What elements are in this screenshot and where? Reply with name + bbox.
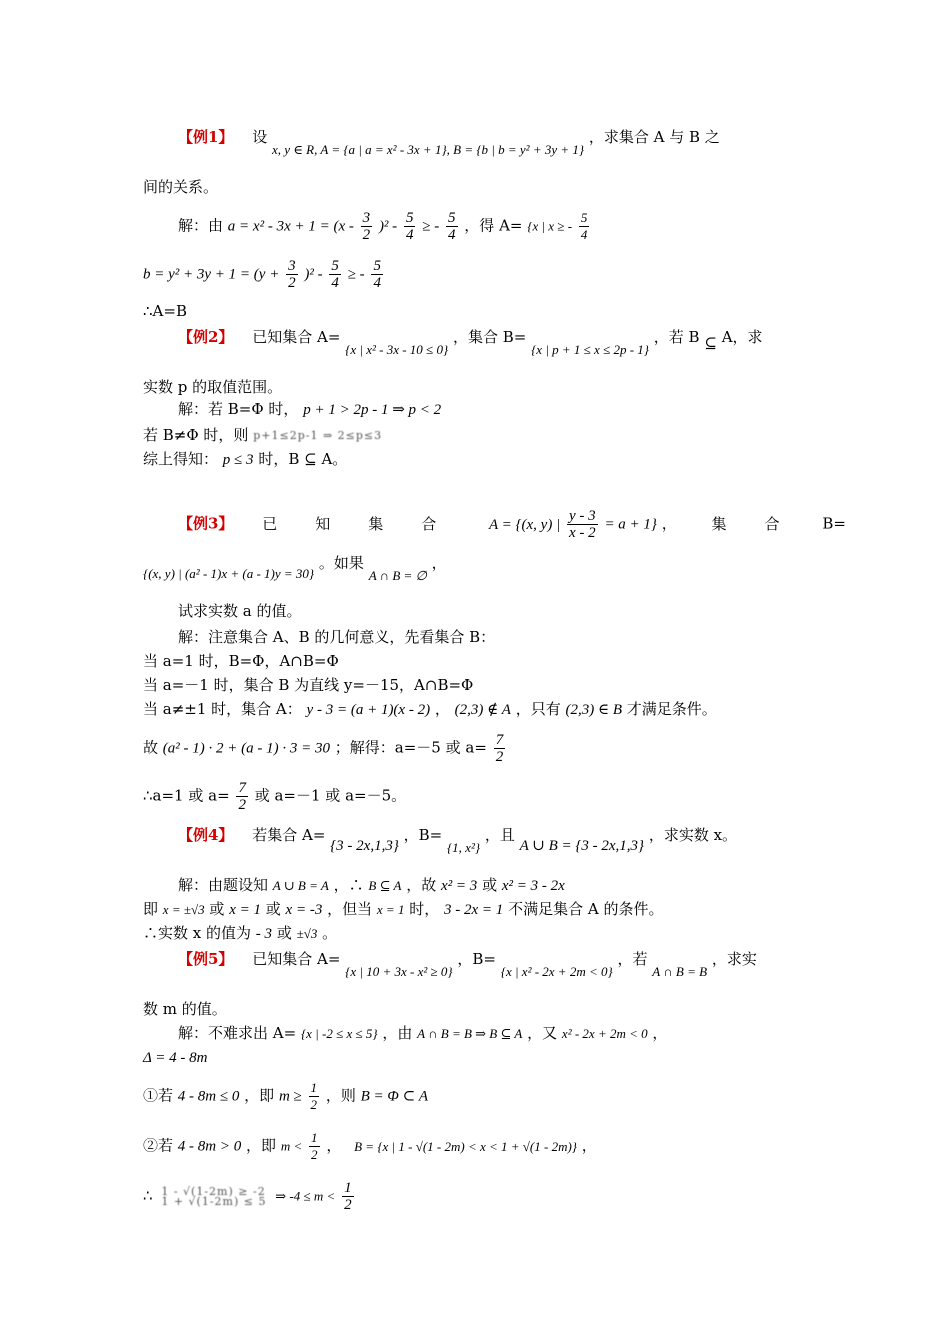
ex3-sol1: 解：注意集合 A、B 的几何意义，先看集合 B： bbox=[178, 628, 496, 646]
text: ，B= bbox=[457, 950, 496, 968]
ex4-tag: 【例4】 bbox=[178, 826, 234, 844]
formula: A ∩ B = ∅ bbox=[368, 568, 427, 583]
formula: m ≥ bbox=[278, 1088, 302, 1105]
ex1-text: 设 bbox=[252, 128, 268, 146]
text: ， bbox=[581, 1136, 597, 1155]
text: ，若 B bbox=[653, 328, 700, 346]
text: ，∴ bbox=[333, 876, 364, 894]
formula: ⇒ -4 ≤ m < bbox=[275, 1188, 336, 1204]
ex5-sol5 bbox=[143, 1180, 356, 1213]
text: ，若 bbox=[617, 950, 648, 968]
formula: A ∩ B = B ⇒ B ⊆ A bbox=[417, 1026, 523, 1041]
ex2-tag: 【例2】 bbox=[178, 328, 234, 346]
formula: (2,3) ∉ A bbox=[454, 702, 511, 718]
formula: {x | x² - 3x - 10 ≤ 0} bbox=[345, 342, 449, 357]
formula: x² - 2x + 2m < 0 bbox=[561, 1026, 648, 1041]
ex3-line1 bbox=[178, 508, 846, 541]
text: 已知集合 A= bbox=[252, 328, 341, 346]
ex4-sol2 bbox=[143, 898, 663, 921]
ex2-sol1 bbox=[178, 398, 441, 421]
ex4-line1 bbox=[178, 824, 738, 855]
text: ， bbox=[434, 700, 450, 718]
ex3-sol2: 当 a=1 时，B=Φ，A∩B=Φ bbox=[143, 652, 339, 670]
formula: {x | x² - 2x + 2m < 0} bbox=[500, 964, 613, 979]
formula: {3 - 2x,1,3} bbox=[330, 838, 399, 854]
text: ，得 A= bbox=[464, 216, 523, 235]
ex4-sol1 bbox=[178, 874, 565, 897]
text: ，即 bbox=[246, 1136, 277, 1155]
fraction: $\frac{7}{2}$ bbox=[495, 732, 504, 765]
formula: (2,3) ∈ B bbox=[565, 702, 622, 718]
formula: p + 1 > 2p - 1 ⇒ p < 2 bbox=[303, 402, 442, 418]
text: 解：若 B=Φ 时， bbox=[178, 400, 299, 418]
formula: p ≤ 3 bbox=[222, 452, 254, 468]
formula: B = {x | 1 - √(1 - 2m) < x < 1 + √(1 - 2m)} bbox=[354, 1138, 578, 1154]
formula: b = y² + 3y + 1 = (y + bbox=[143, 266, 280, 283]
text: 不满足集合 A 的条件。 bbox=[508, 900, 664, 918]
text: ，求实 bbox=[711, 950, 757, 968]
fraction: $\frac{5}{4}$ bbox=[448, 210, 456, 243]
ex1-conclusion: ∴A=B bbox=[143, 302, 187, 320]
text: 解：由 bbox=[178, 216, 224, 235]
text: 解：不难求出 A= bbox=[178, 1024, 297, 1042]
formula: {x | p + 1 ≤ x ≤ 2p - 1} bbox=[531, 342, 649, 357]
formula: x = 1 bbox=[376, 902, 405, 917]
formula: A ∪ B = {3 - 2x,1,3} bbox=[519, 838, 645, 854]
formula: )² - bbox=[304, 266, 323, 283]
ex2-line2: 实数 p 的取值范围。 bbox=[143, 378, 283, 396]
text: ，但当 bbox=[327, 900, 373, 918]
subset-symbol: ⊆ bbox=[704, 334, 717, 352]
text: 或 bbox=[482, 876, 498, 894]
formula: 4 - 8m > 0 bbox=[177, 1138, 242, 1155]
ex2-line1 bbox=[178, 326, 763, 357]
formula: 3 - 2x = 1 bbox=[444, 902, 504, 918]
text: 综上得知： bbox=[143, 450, 219, 468]
formula: )² - bbox=[378, 218, 398, 235]
formula: {x | 10 + 3x - x² ≥ 0} bbox=[345, 964, 453, 979]
ex5-sol4 bbox=[143, 1130, 597, 1163]
text: 才满足条件。 bbox=[626, 700, 717, 718]
text: A，求 bbox=[721, 328, 763, 346]
formula: = a + 1} bbox=[604, 516, 657, 533]
text: ，由 bbox=[382, 1024, 413, 1042]
text: ，且 bbox=[484, 826, 515, 844]
ex4-sol3 bbox=[143, 922, 337, 945]
ex2-sol2 bbox=[143, 424, 382, 446]
ex5-sol2 bbox=[143, 1046, 207, 1069]
formula: {(x, y) | (a² - 1)x + (a - 1)y = 30} bbox=[143, 566, 315, 581]
ex5-line2: 数 m 的值。 bbox=[143, 1000, 227, 1018]
formula: B = Φ ⊂ A bbox=[360, 1088, 429, 1105]
text: 解：由题设知 bbox=[178, 876, 269, 894]
text: ∴ bbox=[143, 1186, 153, 1205]
blurred-formula: p+1≤2p-1 ⇒ 2≤p≤3 bbox=[253, 429, 383, 442]
ex5-sol1 bbox=[178, 1022, 667, 1045]
ex1-text2: ，求集合 A 与 B 之 bbox=[588, 128, 720, 146]
formula: ±√3 bbox=[296, 926, 318, 941]
text: ，则 bbox=[325, 1086, 356, 1105]
formula: (a² - 1) · 2 + (a - 1) · 3 = 30 bbox=[162, 740, 331, 757]
fraction: $\frac{5}{4}$ bbox=[580, 210, 588, 242]
ex3-sol4 bbox=[143, 698, 717, 721]
ex5-sol3 bbox=[143, 1080, 428, 1113]
text: ， bbox=[661, 514, 677, 533]
formula: - 3 bbox=[255, 926, 273, 942]
formula: ≥ - bbox=[347, 266, 365, 283]
formula: x = 1 bbox=[229, 902, 261, 918]
text: 。 bbox=[322, 924, 338, 942]
ex1-tag: 【例1】 bbox=[178, 128, 234, 146]
formula: x² = 3 bbox=[441, 878, 478, 894]
text: ，故 bbox=[406, 876, 437, 894]
ex1-formula: x, y ∈ R, A = {a | a = x² - 3x + 1}, B = {b | b = y² + 3y + 1} bbox=[272, 142, 585, 157]
ex3-line3: 试求实数 a 的值。 bbox=[178, 602, 302, 620]
fraction: $\frac{3}{2}$ bbox=[288, 258, 296, 291]
text: ；解得：a=－5 或 a= bbox=[334, 738, 487, 757]
text: ，即 bbox=[244, 1086, 275, 1105]
text: 已知集合 A= bbox=[252, 950, 341, 968]
text: ①若 bbox=[143, 1086, 174, 1105]
formula: ≥ - bbox=[422, 218, 440, 235]
fraction: $\frac{7}{2}$ bbox=[238, 780, 246, 813]
text: ，求实数 x。 bbox=[648, 826, 738, 844]
ex1-sol1 bbox=[178, 210, 591, 243]
fraction: $\frac{3}{2}$ bbox=[362, 210, 371, 243]
formula: A ∩ B = B bbox=[652, 964, 708, 979]
text: 即 bbox=[143, 900, 159, 918]
text: ，只有 bbox=[515, 700, 561, 718]
blurred-formula: 1 + √(1-2m) ≤ 5 bbox=[161, 1194, 267, 1208]
fraction: $\frac{5}{4}$ bbox=[373, 258, 381, 291]
fraction: $\frac{1}{2}$ bbox=[311, 1130, 318, 1162]
ex1-line1 bbox=[178, 126, 720, 157]
text: 或 bbox=[209, 900, 225, 918]
fraction: $\frac{5}{4}$ bbox=[405, 210, 414, 243]
ex5-line1 bbox=[178, 948, 757, 979]
text: ②若 bbox=[143, 1136, 174, 1155]
fraction: $\frac{5}{4}$ bbox=[331, 258, 339, 291]
text: 当 a≠±1 时，集合 A： bbox=[143, 700, 302, 718]
ex3-sol6 bbox=[143, 780, 406, 813]
formula: A ∪ B = A bbox=[272, 878, 329, 893]
text: ∴a=1 或 a= bbox=[143, 786, 230, 805]
formula: a = x² - 3x + 1 = (x - bbox=[227, 218, 354, 235]
text: 或 bbox=[265, 900, 281, 918]
text: 时，B ⊆ A。 bbox=[258, 450, 348, 468]
text: 时， bbox=[409, 900, 440, 918]
text: ，又 bbox=[527, 1024, 558, 1042]
fraction: $\frac{1}{2}$ bbox=[344, 1180, 352, 1213]
formula: {1, x²} bbox=[446, 840, 481, 855]
text: 若集合 A= bbox=[252, 826, 326, 844]
blurred-system bbox=[161, 1184, 267, 1208]
text: 故 bbox=[143, 738, 159, 757]
formula: {x | x ≥ - bbox=[527, 218, 573, 234]
formula: x² = 3 - 2x bbox=[501, 878, 565, 894]
text: ， bbox=[326, 1136, 342, 1155]
fraction: $\frac{1}{2}$ bbox=[310, 1080, 318, 1112]
text: 或 a=－1 或 a=－5。 bbox=[254, 786, 407, 805]
ex2-sol3 bbox=[143, 448, 347, 471]
formula: m < bbox=[280, 1138, 303, 1154]
formula: Δ = 4 - 8m bbox=[143, 1050, 208, 1066]
text: 。如果 bbox=[318, 554, 364, 572]
text: 已知集合 bbox=[262, 514, 475, 533]
formula: A = {(x, y) | bbox=[489, 516, 561, 533]
text: ，集合 B= bbox=[452, 328, 527, 346]
text: ， bbox=[431, 554, 447, 572]
text: 集合 bbox=[711, 514, 818, 533]
ex5-tag: 【例5】 bbox=[178, 950, 234, 968]
text: B= bbox=[822, 514, 846, 533]
blurred-formula: 1 - √(1-2m) ≥ -2 bbox=[161, 1184, 266, 1198]
text: ，B= bbox=[403, 826, 443, 844]
ex3-tag: 【例3】 bbox=[178, 514, 234, 533]
formula: {x | -2 ≤ x ≤ 5} bbox=[300, 1026, 378, 1041]
text: ， bbox=[652, 1024, 668, 1042]
ex1-sol2 bbox=[143, 258, 385, 291]
formula: x = -3 bbox=[285, 902, 323, 918]
text: 或 bbox=[276, 924, 292, 942]
text: 若 B≠Φ 时，则 bbox=[143, 426, 249, 444]
text: ∴实数 x 的值为 bbox=[143, 924, 251, 942]
ex3-sol3: 当 a=－1 时，集合 B 为直线 y=－15，A∩B=Φ bbox=[143, 676, 474, 694]
ex3-line2 bbox=[143, 552, 447, 583]
formula: 4 - 8m ≤ 0 bbox=[177, 1088, 240, 1105]
ex1-line2: 间的关系。 bbox=[143, 178, 219, 196]
formula: y - 3 = (a + 1)(x - 2) bbox=[306, 702, 431, 718]
formula: x = ±√3 bbox=[162, 902, 205, 917]
formula: B ⊆ A bbox=[368, 878, 402, 893]
ex3-sol5 bbox=[143, 732, 507, 765]
fraction: $\frac{y - 3}{x - 2}$ bbox=[569, 508, 596, 541]
